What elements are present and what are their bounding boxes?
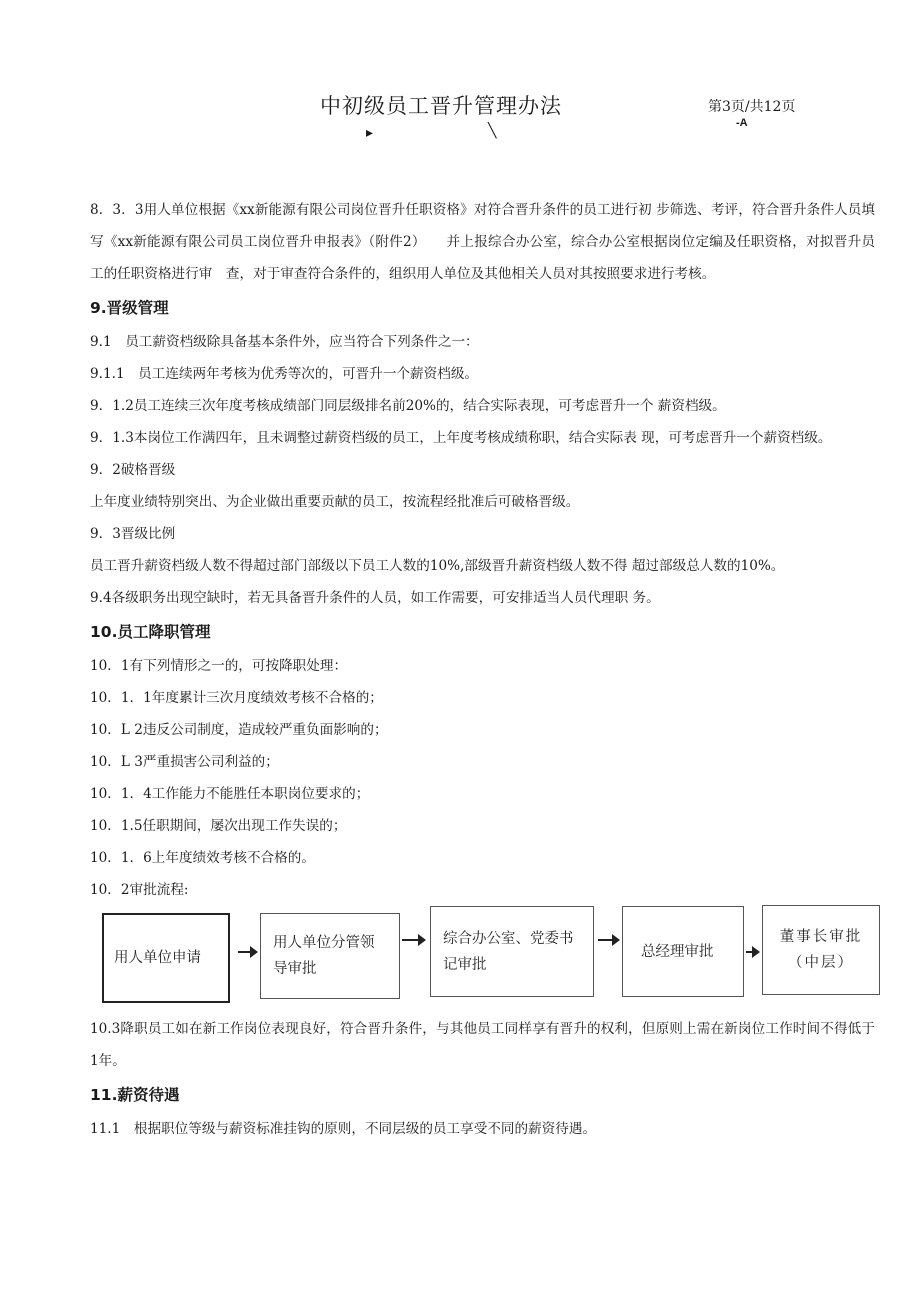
clause-10-1-item: 10．1.5任职期间，屡次出现工作失误的； — [90, 818, 347, 834]
document-body — [90, 194, 875, 1145]
section-10-heading: 10.员工降职管理 — [90, 623, 211, 641]
clause-9-2: 9．2破格晋级 — [90, 462, 176, 478]
clause-11-1: 11.1 根据职位等级与薪资标准挂钩的原则，不同层级的员工享受不同的薪资待遇。 — [90, 1121, 597, 1137]
section-9-heading: 9.晋级管理 — [90, 299, 169, 317]
header-mark-right: ╲ — [488, 123, 497, 139]
clause-10-2: 10．2审批流程: — [90, 882, 189, 898]
arrow-right-icon — [746, 951, 758, 953]
clause-9-4: 9.4各级职务出现空缺时，若无具备晋升条件的人员，如工作需要，可安排适当人员代理职 务。 — [90, 590, 660, 606]
header-mark-left: ▸ — [366, 125, 374, 141]
arrow-right-icon — [402, 939, 424, 941]
version-label: -A — [736, 117, 748, 129]
clause-10-1-item: 10．1．4工作能力不能胜任本职岗位要求的； — [90, 786, 370, 802]
clause-9-2-body: 上年度业绩特别突出、为企业做出重要贡献的员工，按流程经批准后可破格晋级。 — [90, 494, 580, 510]
flow-step-gm-approval: 总经理审批 — [622, 906, 744, 997]
clause-9-1: 9.1 员工薪资档级除具备基本条件外，应当符合下列条件之一： — [90, 334, 479, 350]
clause-9-1-1: 9.1.1 员工连续两年考核为优秀等次的，可晋升一个薪资档级。 — [90, 366, 479, 382]
arrow-right-icon — [238, 951, 256, 953]
clause-10-1: 10．1有下列情形之一的，可按降职处理： — [90, 658, 348, 674]
arrow-right-icon — [598, 939, 618, 941]
page-number: 第3页/共12页 — [708, 99, 796, 115]
clause-10-1-item: 10．1．6上年度绩效考核不合格的。 — [90, 850, 315, 866]
clause-9-1-2: 9．1.2员工连续三次年度考核成绩部门同层级排名前20%的，结合实际表现，可考虑晋升一个 薪资档级。 — [90, 398, 726, 414]
clause-9-1-3: 9．1.3本岗位工作满四年，且未调整过薪资档级的员工，上年度考核成绩称职，结合实际表 现，可考虑晋升一个薪资档级。 — [90, 430, 832, 446]
section-11-heading: 11.薪资待遇 — [90, 1086, 180, 1104]
document-title: 中初级员工晋升管理办法 — [320, 94, 562, 118]
flow-step-apply: 用人单位申请 — [102, 913, 230, 1003]
clause-10-1-item: 10．L 3严重损害公司利益的； — [90, 754, 279, 770]
clause-9-3-body: 员工晋升薪资档级人数不得超过部门部级以下员工人数的10%,部级晋升薪资档级人数不得 超过部级总人数的10%。 — [90, 558, 785, 574]
clause-9-3: 9．3晋级比例 — [90, 526, 176, 542]
clause-10-3: 10.3降职员工如在新工作岗位表现良好，符合晋升条件，与其他员工同样享有晋升的权利，但原则上需在新岗位工作时间不得低于1年。 — [90, 1021, 875, 1069]
clause-8-3-3: 8．3．3用人单位根据《xx新能源有限公司岗位晋升任职资格》对符合晋升条件的员工进行初 步筛选、考评，符合晋升条件人员填写《xx新能源有限公司员工岗位晋升申报表》（附件2） 并上报综合办公室，综合办公室根据岗位定编及任职资格，对拟晋升员工的任职资格进行审 查，对于审查符合条件的，组织用人单位及其他相关人员对其按照要求进行考核。 — [90, 202, 875, 282]
flow-step-division-approval: 用人单位分管领导审批 — [260, 913, 400, 999]
clause-10-1-item: 10．L 2违反公司制度，造成较严重负面影响的； — [90, 722, 388, 738]
approval-flowchart — [90, 909, 875, 1009]
clause-10-1-item: 10．1．1年度累计三次月度绩效考核不合格的； — [90, 690, 383, 706]
flow-step-office-approval: 综合办公室、党委书记审批 — [430, 906, 594, 997]
flow-step-chairman-approval: 董事长审批（中层） — [762, 905, 880, 995]
